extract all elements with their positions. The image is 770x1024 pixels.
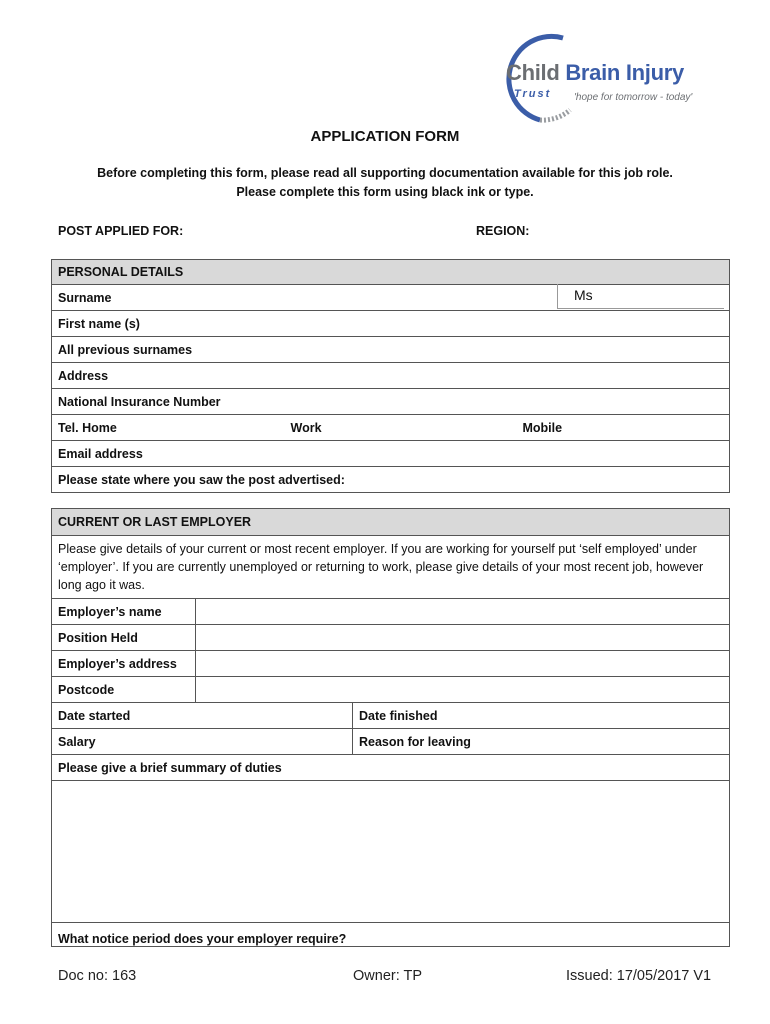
issued: Issued: 17/05/2017 V1 (566, 968, 712, 984)
first-name-field[interactable]: First name (s) (52, 311, 730, 337)
duties-input[interactable] (52, 781, 730, 923)
email-field[interactable]: Email address (52, 441, 730, 467)
salary-field[interactable]: Salary (52, 729, 353, 755)
employer-name-label: Employer’s name (52, 599, 196, 625)
employer-name-input[interactable] (196, 599, 730, 625)
date-started-field[interactable]: Date started (52, 703, 353, 729)
intro-line-2: Please complete this form using black ink or type. (236, 185, 534, 199)
date-finished-field[interactable]: Date finished (353, 703, 730, 729)
logo-sub: Trust (514, 88, 552, 100)
doc-number: Doc no: 163 (58, 968, 137, 984)
ni-number-field[interactable]: National Insurance Number (52, 389, 730, 415)
surname-field[interactable] (52, 285, 730, 311)
tel-home-field[interactable]: Tel. Home (52, 415, 285, 441)
logo-name-part1: Child (506, 60, 560, 85)
owner: Owner: TP (353, 968, 423, 984)
employer-instructions: Please give details of your current or most recent employer. If you are working for yourself put ‘self employed’ under ‘employer’. If you are currently unemployed or returning to work, please give details of your most recent job, however long ago it was. (52, 536, 730, 599)
charity-logo (478, 32, 728, 124)
employer-address-input[interactable] (196, 651, 730, 677)
reason-leaving-field[interactable]: Reason for leaving (353, 729, 730, 755)
duties-label: Please give a brief summary of duties (52, 755, 730, 781)
title-value: Ms (574, 287, 593, 303)
post-applied-label: POST APPLIED FOR: (58, 224, 184, 238)
form-title: APPLICATION FORM (310, 128, 460, 145)
position-input[interactable] (196, 625, 730, 651)
employer-heading: CURRENT OR LAST EMPLOYER (52, 509, 730, 536)
address-field[interactable]: Address (52, 363, 730, 389)
intro-line-1: Before completing this form, please read all supporting documentation available for this job role. (97, 166, 673, 180)
tel-mobile-field[interactable]: Mobile (517, 415, 730, 441)
employer-table (51, 508, 730, 947)
logo-tagline: 'hope for tomorrow - today' (574, 92, 693, 103)
notice-period-field[interactable]: What notice period does your employer require? (52, 923, 730, 947)
employer-address-label: Employer’s address (52, 651, 196, 677)
postcode-input[interactable] (196, 677, 730, 703)
region-label: REGION: (476, 224, 530, 238)
where-seen-field[interactable]: Please state where you saw the post advertised: (52, 467, 730, 493)
title-box[interactable] (557, 284, 724, 309)
previous-surnames-field[interactable]: All previous surnames (52, 337, 730, 363)
postcode-label: Postcode (52, 677, 196, 703)
tel-work-field[interactable]: Work (285, 415, 517, 441)
personal-details-heading: PERSONAL DETAILS (52, 260, 730, 285)
logo-name-part2: Brain Injury (565, 60, 684, 85)
personal-details-table (51, 259, 730, 493)
surname-label: Surname (58, 290, 112, 305)
position-label: Position Held (52, 625, 196, 651)
